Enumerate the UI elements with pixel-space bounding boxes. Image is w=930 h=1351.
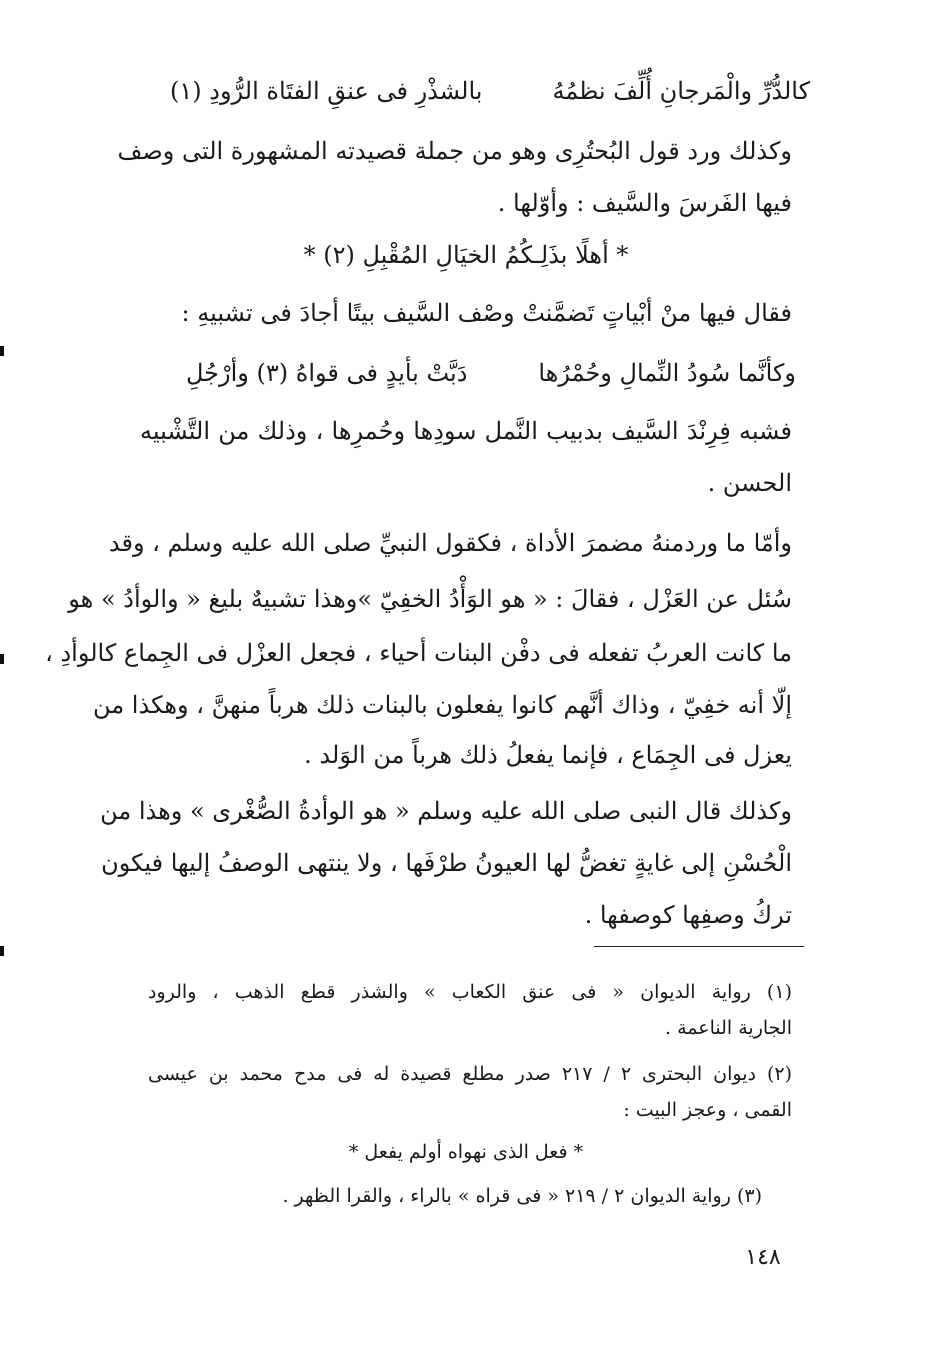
- scan-edge-mark: [0, 654, 4, 664]
- text-line-13: يعزل فى الجِمَاع ، فإنما يفعلُ ذلك هرباً من الوَلد .: [304, 741, 792, 769]
- verse-1-first-hemistich: كالدُّرِّ والْمَرجانِ أُلِّفَ نظمُهُ: [552, 77, 810, 105]
- text-line-9: وأمّا ما وردمنهُ مضمرَ الأداة ، فكقول النبيِّ صلى الله عليه وسلم ، وقد: [108, 529, 792, 557]
- text-line-14: وكذلك قال النبى صلى الله عليه وسلم « هو الوأدةُ الصُّغْرى » وهذا من: [100, 797, 792, 825]
- text-line-11: ما كانت العربُ تفعله فى دفْن البنات أحياء ، فجعل العزْل فى الجِماع كالوأدِ ،: [45, 639, 792, 667]
- scan-edge-mark: [0, 946, 4, 956]
- footnote-3: (٣) رواية الديوان ٢ / ٢١٩ « فى قراه » بالراء ، والقرا الظهر .: [282, 1185, 762, 1207]
- verse-2-second-hemistich: دَبَّتْ بأيدٍ فى قواهُ (٣) وأرْجُلِ: [186, 359, 468, 387]
- text-line-10: سُئل عن العَزْل ، فقالَ : « هو الوَأْدُ الخفِيّ »وهذا تشبيهٌ بليغ « والوأدُ » هو: [68, 585, 792, 613]
- text-line-2: وكذلك ورد قول البُحتُرِى وهو من جملة قصيدته المشهورة التى وصف: [117, 137, 792, 165]
- text-line-5: فقال فيها منْ أبْياتٍ تَضمَّنتْ وصْف السَّيف بيتًا أجادَ فى تشبيهِ :: [181, 299, 792, 327]
- page-number: ١٤٨: [745, 1245, 781, 1270]
- text-line-7: فشبه فِرِنْدَ السَّيف بدبيب النَّمل سودِها وحُمرِها ، وذلك من التَّشْبيه: [140, 417, 792, 445]
- footnote-1-line-2: الجارية الناعمة .: [665, 1017, 792, 1039]
- footnote-separator: [594, 946, 804, 947]
- text-line-3: فيها الفَرسَ والسَّيف : وأوّلها .: [497, 189, 792, 217]
- footnote-2-line-1: (٢) ديوان البحترى ٢ / ٢١٧ صدر مطلع قصيدة له فى مدح محمد بن عيسى: [148, 1063, 792, 1085]
- text-line-15: الْحُسْنِ إلى غايةٍ تغضُّ لها العيونُ طرْفَها ، ولا ينتهى الوصفُ إليها فيكون: [101, 849, 792, 877]
- footnote-2-hemistich: * فعل الذى نهواه أولم يفعل *: [348, 1141, 584, 1163]
- quoted-hemistich: * أهلًا بذَلِـكُمُ الخيَالِ المُقْبِلِ (٢) *: [303, 241, 629, 269]
- footnote-1-line-1: (١) رواية الديوان « فى عنق الكعاب » والشذر قطع الذهب ، والرود: [148, 981, 792, 1003]
- text-line-12: إلّا أنه خفِيّ ، وذاك أنَّهم كانوا يفعلون بالبنات ذلك هرباً منهنَّ ، وهكذا من: [93, 691, 792, 719]
- scan-edge-mark: [0, 346, 4, 356]
- verse-line-2: [186, 356, 796, 390]
- text-line-8: الحسن .: [707, 469, 792, 497]
- text-line-16: تركُ وصفِها كوصفها .: [584, 901, 792, 929]
- verse-line-1: [170, 74, 810, 108]
- footnote-2-line-2: القمى ، وعجز البيت :: [623, 1099, 792, 1121]
- verse-1-second-hemistich: بالشذْرِ فى عنقِ الفتَاة الرُّودِ (١): [170, 77, 483, 105]
- verse-2-first-hemistich: وكأنَّما سُودُ النِّمالِ وحُمْرُها: [538, 359, 796, 387]
